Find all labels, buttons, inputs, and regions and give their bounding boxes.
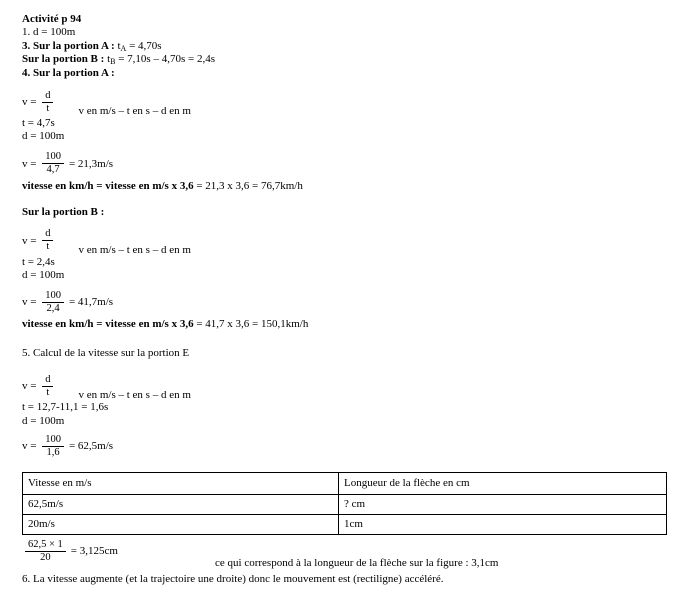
t-value-b: t = 2,4s <box>22 255 55 268</box>
calc-v-a: v = $\frac{100}{4,7}$ = 21,3m/s <box>22 151 114 176</box>
answer-line-4-heading: 4. Sur la portion A : <box>22 66 115 79</box>
fraction-100-4-7: $\frac{100}{4,7}$ <box>42 151 64 176</box>
arrow-length-result: = 3,125cm <box>70 545 118 558</box>
kmh-line-a: vitesse en km/h = vitesse en m/s x 3,6 = 21,3 x 3,6 = 76,7km/h <box>22 179 303 192</box>
fraction-100-2-4: $\frac{100}{2,4}$ <box>42 290 64 315</box>
table-row <box>23 495 667 515</box>
activity-title: Activité p 94 <box>22 13 82 25</box>
calc-result-b: = 41,7m/s <box>68 296 114 309</box>
subscript-b: B <box>110 57 116 67</box>
calc-v-e: v = $\frac{100}{1,6}$ = 62,5m/s <box>22 433 114 458</box>
answer-line-3 <box>22 40 670 53</box>
units-legend: v en m/s – t en s – d en m <box>78 105 191 118</box>
d-value-b: d = 100m <box>22 269 65 282</box>
table-row <box>23 515 667 535</box>
formula-v-dt-b: v = $\frac{d}{t}$ v en m/s – t en s – d en m <box>22 228 191 256</box>
time-a-value: = 4,70s <box>126 39 162 52</box>
formula-v-dt-a <box>22 87 670 117</box>
table-header-row <box>23 473 667 495</box>
calc-result-e: = 62,5m/s <box>68 440 114 453</box>
cell-vitesse-1: 62,5m/s <box>23 495 339 515</box>
time-symbol: t <box>117 39 121 52</box>
fraction-d-t: $\frac{d}{t}$ <box>42 228 53 253</box>
header-vitesse: Vitesse en m/s <box>23 473 339 495</box>
question-5-heading: 5. Calcul de la vitesse sur la portion E <box>22 346 190 359</box>
calc-v-b: v = $\frac{100}{2,4}$ = 41,7m/s <box>22 289 114 314</box>
portion-b-heading: Sur la portion B : <box>22 206 105 219</box>
portion-a-label: 3. Sur la portion A : <box>22 39 118 52</box>
answer-line-6: 6. La vitesse augmente (et la trajectoire une droite) donc le mouvement est (rectiligne) accéléré. <box>22 572 444 585</box>
fraction-d-t: $\frac{d}{t}$ <box>42 374 53 399</box>
portion-b-label: Sur la portion B : <box>22 53 108 66</box>
calc-result-a: = 21,3m/s <box>68 157 114 170</box>
fraction-62-5-20: $\frac{62,5 \times 1}{20}$ <box>25 539 66 564</box>
cell-longueur-2: 1cm <box>339 515 667 535</box>
t-value-a: t = 4,7s <box>22 117 55 130</box>
header-longueur: Longueur de la flèche en cm <box>339 473 667 495</box>
cell-vitesse-2: 20m/s <box>23 515 339 535</box>
units-legend: v en m/s – t en s – d en m <box>78 243 191 256</box>
fraction-d-t: $\frac{d}{t}$ <box>42 90 53 115</box>
time-b-value: = 7,10s – 4,70s = 2,4s <box>115 53 215 66</box>
kmh-line-b: vitesse en km/h = vitesse en m/s x 3,6 = 41,7 x 3,6 = 150,1km/h <box>22 318 309 331</box>
time-symbol: t <box>107 53 111 66</box>
fraction-100-1-6: $\frac{100}{1,6}$ <box>42 434 64 459</box>
subscript-a: A <box>120 43 127 53</box>
units-legend: v en m/s – t en s – d en m <box>78 389 191 402</box>
figure-note: ce qui correspond à la longueur de la flèche sur la figure : 3,1cm <box>215 557 499 570</box>
answer-line-3b <box>22 53 670 66</box>
formula-v-dt-e: v = $\frac{d}{t}$ v en m/s – t en s – d en m <box>22 373 191 402</box>
answer-line-1: 1. d = 100m <box>22 26 76 39</box>
speed-arrow-table <box>22 472 667 535</box>
formula-lead: v = <box>22 96 40 109</box>
cell-longueur-1: ? cm <box>339 495 667 515</box>
d-value-a: d = 100m <box>22 130 65 143</box>
t-value-e: t = 12,7-11,1 = 1,6s <box>22 401 109 414</box>
d-value-e: d = 100m <box>22 414 65 427</box>
